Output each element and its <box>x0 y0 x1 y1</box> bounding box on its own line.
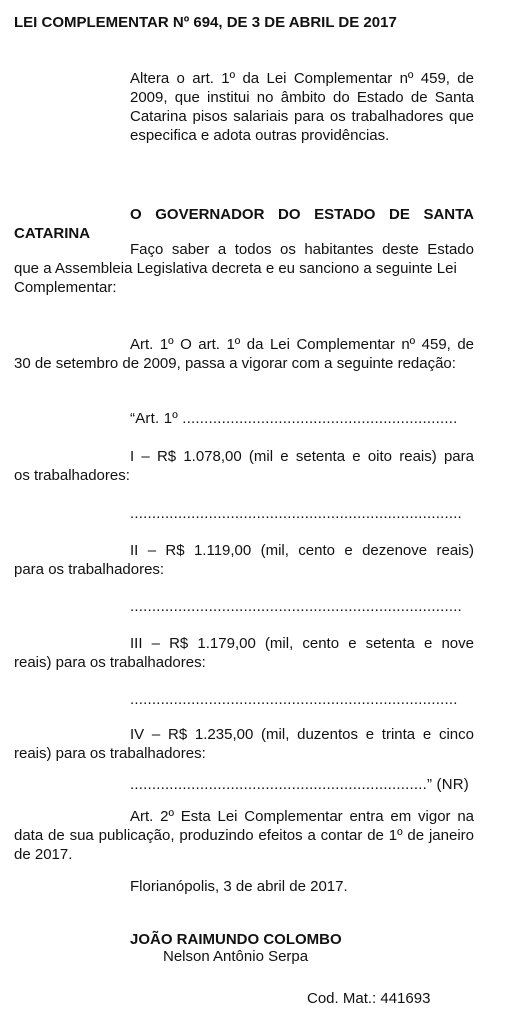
preamble-rest: que a Assembleia Legislativa decreta e eu sanciono a seguinte Lei Complementar: <box>14 260 457 296</box>
quoted-article-line: “Art. 1º ............................................................... <box>130 410 458 427</box>
item-iv-ellipsis: ....................................................................” (NR) <box>130 776 470 793</box>
governor-line-2: CATARINA <box>14 225 91 242</box>
item-iv-rest: reais) para os trabalhadores: <box>14 745 206 762</box>
article-1-rest: 30 de setembro de 2009, passa a vigorar com a seguinte redação: <box>14 355 456 372</box>
item-iii-paragraph <box>14 634 474 672</box>
governor-line-1: O GOVERNADOR DO ESTADO DE SANTA <box>130 206 474 223</box>
preamble-line-1: Faço saber a todos os habitantes deste Estado <box>130 241 474 258</box>
article-1-paragraph <box>14 335 474 373</box>
item-ii-ellipsis: ............................................................................ <box>130 598 462 615</box>
item-iii-rest: reais) para os trabalhadores: <box>14 654 206 671</box>
signer-name: JOÃO RAIMUNDO COLOMBO <box>130 931 342 948</box>
registration-code: Cod. Mat.: 441693 <box>307 990 431 1007</box>
item-iii-line-1: III – R$ 1.179,00 (mil, cento e setenta e nove <box>130 635 474 652</box>
item-iv-paragraph <box>14 725 474 763</box>
item-ii-paragraph <box>14 541 474 579</box>
preamble-paragraph <box>14 240 474 297</box>
item-iii-ellipsis: ........................................................................... <box>130 691 458 708</box>
item-ii-rest: para os trabalhadores: <box>14 561 165 578</box>
place-and-date: Florianópolis, 3 de abril de 2017. <box>130 878 348 895</box>
item-i-line-1: I – R$ 1.078,00 (mil e setenta e oito reais) para <box>130 448 474 465</box>
article-2-rest: data de sua publicação, produzindo efeitos a contar de 1º de janeiro de 2017. <box>14 827 474 863</box>
item-ii-line-1: II – R$ 1.119,00 (mil, cento e dezenove reais) <box>130 542 474 559</box>
cosigner-name: Nelson Antônio Serpa <box>163 948 309 965</box>
item-i-ellipsis: ............................................................................ <box>130 505 462 522</box>
law-summary: Altera o art. 1º da Lei Complementar nº 459, de 2009, que institui no âmbito do Estado de Santa Catarina pisos salariais para os trabalhadores que especifica e adota outras providências. <box>130 70 474 144</box>
item-i-paragraph <box>14 447 474 485</box>
article-1-line-1: Art. 1º O art. 1º da Lei Complementar nº 459, de <box>130 336 474 353</box>
article-2-line-1: Art. 2º Esta Lei Complementar entra em vigor na <box>130 808 474 825</box>
item-iv-line-1: IV – R$ 1.235,00 (mil, duzentos e trinta e cinco <box>130 726 474 743</box>
article-2-paragraph <box>14 807 474 864</box>
governor-heading <box>14 205 474 243</box>
law-title: LEI COMPLEMENTAR Nº 694, DE 3 DE ABRIL DE 2017 <box>14 14 397 31</box>
item-i-rest: os trabalhadores: <box>14 467 130 484</box>
